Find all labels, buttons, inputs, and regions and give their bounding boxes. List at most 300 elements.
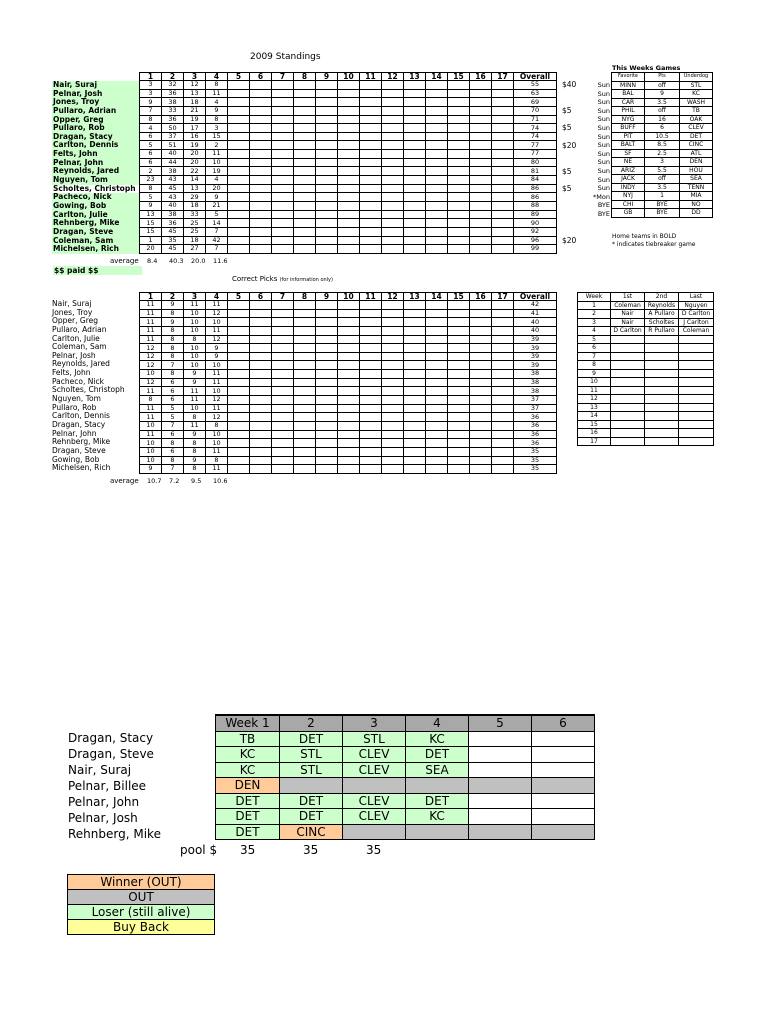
empty-cell — [360, 370, 382, 379]
grid-header-cell: 2 — [162, 73, 184, 81]
empty-cell — [448, 361, 470, 370]
empty-cell — [294, 352, 316, 361]
empty-cell — [470, 352, 492, 361]
empty-cell — [382, 141, 404, 150]
empty-cell — [294, 301, 316, 310]
week-cell: 29 — [184, 193, 206, 202]
empty-cell — [250, 456, 272, 465]
empty-cell — [294, 210, 316, 219]
player-name: Scholtes, Christoph — [52, 385, 125, 395]
week-cell: 21 — [206, 201, 228, 210]
winner-name — [645, 403, 679, 412]
empty-cell — [426, 193, 448, 202]
week-cell: 10 — [184, 344, 206, 353]
pool-pick-cell: DEN — [216, 778, 280, 794]
empty-cell — [294, 344, 316, 353]
week-cell: 11 — [184, 396, 206, 405]
grid-header-cell: 8 — [294, 293, 316, 301]
empty-cell — [426, 201, 448, 210]
week-cell: 18 — [184, 98, 206, 107]
pool-pick-cell: STL — [280, 762, 343, 778]
empty-cell — [360, 176, 382, 185]
empty-cell — [470, 210, 492, 219]
empty-cell — [426, 227, 448, 236]
empty-cell — [272, 106, 294, 115]
pool-pick-cell: CLEV — [343, 762, 406, 778]
week-cell: 8 — [162, 439, 184, 448]
legend-row — [68, 875, 215, 890]
week-cell: 8 — [206, 421, 228, 430]
empty-cell — [448, 219, 470, 228]
empty-cell — [316, 81, 338, 90]
week-cell: 8 — [140, 184, 162, 193]
empty-cell — [404, 421, 426, 430]
game-row — [612, 141, 713, 150]
week-cell: 20 — [184, 150, 206, 159]
empty-cell — [360, 210, 382, 219]
overall-cell: 88 — [514, 201, 557, 210]
week-cell: 11 — [206, 150, 228, 159]
games-note-home: Home teams in BOLD — [612, 233, 677, 240]
empty-cell — [426, 361, 448, 370]
pool-week-header: 4 — [406, 715, 469, 731]
empty-cell — [382, 115, 404, 124]
week-cell: 10 — [184, 361, 206, 370]
empty-cell — [294, 309, 316, 318]
weeks-row — [578, 412, 714, 421]
week-cell: 9 — [184, 456, 206, 465]
average-value: 10.6 — [213, 477, 228, 485]
game-row — [612, 81, 713, 90]
empty-cell — [382, 439, 404, 448]
player-name: Pacheco, Nick — [52, 376, 104, 386]
week-cell: 7 — [206, 227, 228, 236]
winner-name — [679, 429, 714, 438]
game-row — [612, 107, 713, 116]
week-cell: 22 — [184, 167, 206, 176]
money-value: $40 — [562, 80, 577, 89]
empty-cell — [316, 245, 338, 254]
empty-cell — [228, 176, 250, 185]
empty-cell — [404, 106, 426, 115]
table-row — [140, 193, 557, 202]
underdog-team: DEN — [680, 158, 713, 167]
empty-cell — [404, 158, 426, 167]
empty-cell — [360, 335, 382, 344]
player-name: Rehnberg, Mike — [52, 437, 111, 447]
empty-cell — [492, 124, 514, 133]
player-name: Felts, John — [52, 150, 140, 159]
empty-cell — [338, 124, 360, 133]
empty-cell — [228, 326, 250, 335]
empty-cell — [404, 465, 426, 474]
week-cell: 8 — [184, 439, 206, 448]
empty-cell — [316, 396, 338, 405]
game-day: BYE — [597, 210, 610, 218]
weeks-row — [578, 378, 714, 387]
table-row — [140, 201, 557, 210]
week-number: 16 — [578, 429, 611, 438]
table-row — [140, 439, 557, 448]
week-cell: 6 — [140, 158, 162, 167]
empty-cell — [338, 326, 360, 335]
empty-cell — [228, 193, 250, 202]
average-value: 10.7 — [147, 477, 162, 485]
weeks-header-cell: Week — [578, 293, 611, 302]
pool-pick-cell: DET — [216, 824, 280, 840]
winner-name: Coleman — [679, 327, 714, 336]
empty-cell — [316, 309, 338, 318]
week-cell: 10 — [140, 447, 162, 456]
empty-cell — [426, 124, 448, 133]
player-name: Reynolds, Jared — [52, 359, 110, 369]
favorite-team: SF — [612, 149, 645, 158]
pool-pick-cell: KC — [406, 731, 469, 747]
empty-cell — [426, 236, 448, 245]
empty-cell — [228, 404, 250, 413]
point-spread: 3.5 — [645, 183, 680, 192]
empty-cell — [404, 309, 426, 318]
week-cell: 19 — [206, 167, 228, 176]
winner-name — [679, 335, 714, 344]
empty-cell — [382, 344, 404, 353]
winner-name — [645, 361, 679, 370]
empty-cell — [426, 301, 448, 310]
grid-header-cell: 5 — [228, 73, 250, 81]
empty-cell — [316, 370, 338, 379]
weeks-row — [578, 344, 714, 353]
empty-cell — [360, 465, 382, 474]
winner-name — [679, 361, 714, 370]
point-spread: 1 — [645, 192, 680, 201]
empty-cell — [382, 352, 404, 361]
week-cell: 9 — [184, 370, 206, 379]
empty-cell — [426, 210, 448, 219]
empty-cell — [426, 335, 448, 344]
empty-cell — [272, 132, 294, 141]
game-day: Sun — [597, 106, 610, 115]
pool-names — [68, 730, 161, 842]
empty-cell — [426, 447, 448, 456]
empty-cell — [316, 301, 338, 310]
empty-cell — [272, 176, 294, 185]
empty-cell — [228, 89, 250, 98]
empty-cell — [404, 370, 426, 379]
player-name: Dragan, Stacy — [52, 419, 106, 429]
winner-name — [645, 378, 679, 387]
week-cell: 33 — [184, 210, 206, 219]
empty-cell — [426, 115, 448, 124]
winner-name — [645, 386, 679, 395]
week-cell: 12 — [184, 81, 206, 90]
empty-cell — [316, 176, 338, 185]
average-value: 20.0 — [191, 257, 206, 265]
empty-cell — [382, 81, 404, 90]
week-cell: 13 — [140, 210, 162, 219]
empty-cell — [294, 465, 316, 474]
game-row — [612, 166, 713, 175]
empty-cell — [470, 150, 492, 159]
empty-cell — [448, 201, 470, 210]
empty-cell — [228, 430, 250, 439]
point-spread: 16 — [645, 115, 680, 124]
empty-cell — [426, 439, 448, 448]
empty-cell — [382, 456, 404, 465]
week-number: 6 — [578, 344, 611, 353]
favorite-team: ARIZ — [612, 166, 645, 175]
empty-cell — [228, 132, 250, 141]
empty-cell — [492, 81, 514, 90]
week-cell: 8 — [162, 309, 184, 318]
weeks-row — [578, 318, 714, 327]
empty-cell — [470, 236, 492, 245]
empty-cell — [316, 413, 338, 422]
favorite-team: NYG — [612, 115, 645, 124]
empty-cell — [382, 89, 404, 98]
week-number: 2 — [578, 310, 611, 319]
empty-cell — [294, 124, 316, 133]
empty-cell — [338, 141, 360, 150]
overall-cell: 36 — [514, 430, 557, 439]
empty-cell — [250, 465, 272, 474]
money-value: $20 — [562, 235, 577, 245]
empty-cell — [470, 387, 492, 396]
empty-cell — [294, 201, 316, 210]
pool-pick-cell — [469, 793, 532, 809]
empty-cell — [272, 439, 294, 448]
empty-cell — [470, 124, 492, 133]
overall-cell: 71 — [514, 115, 557, 124]
empty-cell — [272, 245, 294, 254]
empty-cell — [382, 193, 404, 202]
empty-cell — [492, 370, 514, 379]
favorite-team: INDY — [612, 183, 645, 192]
week-cell: 15 — [140, 227, 162, 236]
empty-cell — [448, 98, 470, 107]
empty-cell — [404, 167, 426, 176]
grid-header-cell: 16 — [470, 73, 492, 81]
empty-cell — [382, 124, 404, 133]
empty-cell — [426, 89, 448, 98]
empty-cell — [250, 447, 272, 456]
week-cell: 12 — [140, 378, 162, 387]
empty-cell — [492, 201, 514, 210]
empty-cell — [360, 404, 382, 413]
week-cell: 7 — [162, 421, 184, 430]
favorite-team: NE — [612, 158, 645, 167]
week-cell: 7 — [206, 245, 228, 254]
week-cell: 38 — [162, 98, 184, 107]
week-cell: 10 — [206, 318, 228, 327]
week-cell: 8 — [162, 352, 184, 361]
point-spread: 3.5 — [645, 98, 680, 107]
empty-cell — [316, 361, 338, 370]
point-spread: 6 — [645, 124, 680, 133]
point-spread: BYE — [645, 209, 680, 218]
winner-name: D Carlton — [611, 327, 645, 336]
game-day: Sun — [597, 124, 610, 132]
empty-cell — [250, 335, 272, 344]
empty-cell — [426, 81, 448, 90]
winner-name — [645, 395, 679, 404]
favorite-team: MINN — [612, 81, 645, 90]
winner-name: D Carlton — [679, 310, 714, 319]
weeks-row — [578, 310, 714, 319]
table-row — [140, 396, 557, 405]
empty-cell — [250, 201, 272, 210]
player-name: Coleman, Sam — [52, 237, 140, 246]
player-name: Felts, John — [52, 368, 91, 378]
empty-cell — [250, 245, 272, 254]
week-number: 9 — [578, 369, 611, 378]
game-row — [612, 98, 713, 107]
empty-cell — [492, 132, 514, 141]
week-cell: 11 — [140, 413, 162, 422]
game-row — [612, 124, 713, 133]
grid-header-cell: 12 — [382, 293, 404, 301]
empty-cell — [470, 98, 492, 107]
week-cell: 19 — [184, 141, 206, 150]
pool-pick-cell: DET — [216, 793, 280, 809]
week-cell: 8 — [206, 456, 228, 465]
empty-cell — [338, 378, 360, 387]
pool-pick-cell: KC — [406, 809, 469, 825]
pool-pick-cell — [469, 778, 532, 794]
empty-cell — [382, 167, 404, 176]
grid-header-cell: 2 — [162, 293, 184, 301]
correct-average-label: average — [110, 477, 139, 485]
empty-cell — [448, 158, 470, 167]
overall-cell: 96 — [514, 236, 557, 245]
empty-cell — [338, 370, 360, 379]
point-spread: 10.5 — [645, 132, 680, 141]
empty-cell — [250, 421, 272, 430]
winner-name — [679, 369, 714, 378]
week-cell: 10 — [206, 158, 228, 167]
empty-cell — [404, 184, 426, 193]
empty-cell — [360, 141, 382, 150]
empty-cell — [272, 98, 294, 107]
empty-cell — [250, 404, 272, 413]
empty-cell — [338, 236, 360, 245]
empty-cell — [382, 236, 404, 245]
paid-label: $$ paid $$ — [53, 266, 142, 275]
empty-cell — [250, 396, 272, 405]
empty-cell — [426, 245, 448, 254]
table-row — [140, 301, 557, 310]
empty-cell — [382, 361, 404, 370]
game-row — [612, 115, 713, 124]
empty-cell — [228, 219, 250, 228]
week-cell: 36 — [162, 219, 184, 228]
winner-name — [611, 378, 645, 387]
empty-cell — [294, 227, 316, 236]
average-value: 8.4 — [147, 257, 158, 265]
game-row — [612, 200, 713, 209]
empty-cell — [470, 115, 492, 124]
pool-week-header: Week 1 — [216, 715, 280, 731]
game-row — [612, 175, 713, 184]
empty-cell — [448, 447, 470, 456]
empty-cell — [492, 352, 514, 361]
week-cell: 6 — [140, 132, 162, 141]
game-day: Sun — [597, 132, 610, 141]
overall-cell: 41 — [514, 309, 557, 318]
empty-cell — [492, 89, 514, 98]
empty-cell — [382, 245, 404, 254]
average-value: 9.5 — [191, 477, 202, 485]
empty-cell — [360, 396, 382, 405]
table-row — [140, 227, 557, 236]
games-header-cell: Pts — [645, 73, 680, 82]
game-row — [612, 132, 713, 141]
overall-cell: 84 — [514, 176, 557, 185]
overall-cell: 38 — [514, 378, 557, 387]
player-name: Nair, Suraj — [52, 81, 140, 90]
empty-cell — [250, 167, 272, 176]
overall-cell: 36 — [514, 439, 557, 448]
week-number: 1 — [578, 301, 611, 310]
week-cell: 38 — [162, 210, 184, 219]
pool-pick-cell — [406, 778, 469, 794]
table-row — [140, 404, 557, 413]
empty-cell — [294, 326, 316, 335]
empty-cell — [426, 318, 448, 327]
table-row — [140, 326, 557, 335]
winner-name — [611, 403, 645, 412]
empty-cell — [492, 301, 514, 310]
table-row — [140, 447, 557, 456]
empty-cell — [250, 430, 272, 439]
week-cell: 11 — [140, 309, 162, 318]
week-number: 8 — [578, 361, 611, 370]
empty-cell — [492, 456, 514, 465]
player-name: Carlton, Dennis — [52, 141, 140, 150]
point-spread: 3 — [645, 158, 680, 167]
point-spread: 2.5 — [645, 149, 680, 158]
empty-cell — [250, 309, 272, 318]
overall-cell: 35 — [514, 465, 557, 474]
weeks-row — [578, 437, 714, 446]
table-row — [140, 430, 557, 439]
week-cell: 9 — [162, 318, 184, 327]
empty-cell — [250, 227, 272, 236]
table-row — [140, 352, 557, 361]
pool-row — [216, 762, 595, 778]
empty-cell — [448, 124, 470, 133]
empty-cell — [360, 352, 382, 361]
grid-header-cell: 11 — [360, 73, 382, 81]
empty-cell — [448, 309, 470, 318]
empty-cell — [360, 81, 382, 90]
week-number: 12 — [578, 395, 611, 404]
player-name: Gowing, Bob — [52, 454, 100, 464]
table-row — [140, 106, 557, 115]
empty-cell — [272, 184, 294, 193]
overall-cell: 92 — [514, 227, 557, 236]
empty-cell — [426, 465, 448, 474]
empty-cell — [228, 387, 250, 396]
empty-cell — [338, 352, 360, 361]
table-row — [140, 210, 557, 219]
empty-cell — [338, 301, 360, 310]
empty-cell — [426, 387, 448, 396]
weeks-row — [578, 369, 714, 378]
pool-pick-cell: SEA — [406, 762, 469, 778]
correct-picks-grid — [139, 292, 557, 474]
empty-cell — [294, 106, 316, 115]
week-cell: 5 — [162, 404, 184, 413]
